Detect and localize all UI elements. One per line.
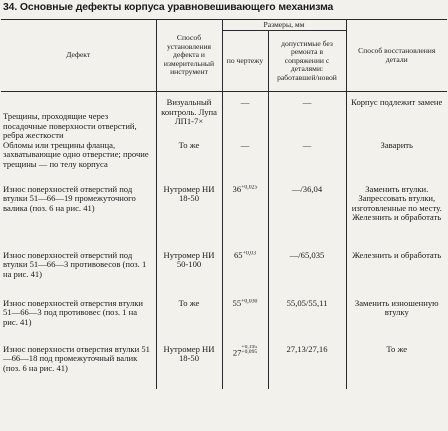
drawing-base: 55 — [232, 298, 242, 308]
cell-drawing: — — [222, 141, 268, 185]
header-by-drawing: по чертежу — [222, 31, 268, 92]
table-row — [1, 92, 447, 141]
cell-permissible: — — [268, 141, 346, 185]
cell-method: То же — [156, 141, 222, 185]
header-method: Способ установления дефекта и измерительный инструмент — [156, 20, 222, 92]
cell-drawing: — — [222, 92, 268, 141]
tolerance-upper: +0,195 — [241, 344, 258, 350]
cell-repair: Корпус подлежит замене — [346, 92, 447, 141]
cell-repair: То же — [346, 345, 447, 389]
cell-repair: Заменить изношенную втулку — [346, 299, 447, 345]
cell-repair: Железнить и обработать — [346, 251, 447, 299]
cell-method: Нутромер НИ 18-50 — [156, 185, 222, 251]
cell-repair: Заварить — [346, 141, 447, 185]
cell-permissible: 55,05/55,11 — [268, 299, 346, 345]
table-header — [1, 20, 447, 92]
cell-drawing — [222, 299, 268, 345]
header-defect: Дефект — [1, 20, 156, 92]
cell-defect: Обломы или трещины фланца, захватывающие одно отверстие; прочие трещины — по телу корпуса — [1, 141, 156, 185]
cell-defect: Износ поверхностей отверстия втулки 51—66—3 под противовес (поз. 1 на рис. 41) — [1, 299, 156, 345]
drawing-base: 65 — [233, 250, 243, 260]
header-sizes: Размеры, мм — [222, 20, 346, 31]
cell-permissible: — — [268, 92, 346, 141]
cell-method: Визуальный контроль. Лупа ЛП1-7× — [156, 92, 222, 141]
cell-drawing — [222, 251, 268, 299]
header-repair: Способ восстановления детали — [346, 20, 447, 92]
cell-permissible: 27,13/27,16 — [268, 345, 346, 389]
defects-table — [1, 19, 447, 389]
cell-method: То же — [156, 299, 222, 345]
cell-defect: Износ поверхности отверстия втулки 51—66—18 под промежуточный валик (поз. 6 на рис. 41) — [1, 345, 156, 389]
table-row — [1, 185, 447, 251]
cell-defect: Трещины, проходящие через посадочные поверхности отверстий, ребра жесткости — [1, 92, 156, 141]
cell-permissible: —/36,04 — [268, 185, 346, 251]
cell-permissible: —/65,035 — [268, 251, 346, 299]
header-permissible: допустимые без ремонта в сопряжении с деталями: работавшей/новой — [268, 31, 346, 92]
cell-drawing — [222, 345, 268, 389]
table-title: 34. Основные дефекты корпуса уравновешивающего механизма — [3, 2, 334, 13]
drawing-base: 27 — [232, 346, 242, 357]
cell-method: Нутромер НИ 18-50 — [156, 345, 222, 389]
drawing-base: 36 — [232, 184, 242, 194]
table-row — [1, 251, 447, 299]
cell-drawing — [222, 185, 268, 251]
drawing-tolerance — [241, 345, 257, 356]
table-row — [1, 141, 447, 185]
drawing-tolerance: +0,025 — [241, 184, 258, 190]
cell-method: Нутромер НИ 50-100 — [156, 251, 222, 299]
drawing-tolerance: +0,03 — [242, 250, 256, 256]
cell-repair: Заменить втулки. Запрессовать втулки, изготовленные по месту. Железнить и обработать — [346, 185, 447, 251]
drawing-tolerance: +0,030 — [241, 298, 258, 304]
tolerance-lower: +0,095 — [241, 348, 258, 355]
cell-defect: Износ поверхностей отверстий под втулки 51—66—19 промежуточного валика (поз. 6 на рис. 41) — [1, 185, 156, 251]
table-row — [1, 345, 447, 389]
cell-defect: Износ поверхностей отверстий под втулки 51—66—3 противовесов (поз. 1 на рис. 41) — [1, 251, 156, 299]
table-row — [1, 299, 447, 345]
